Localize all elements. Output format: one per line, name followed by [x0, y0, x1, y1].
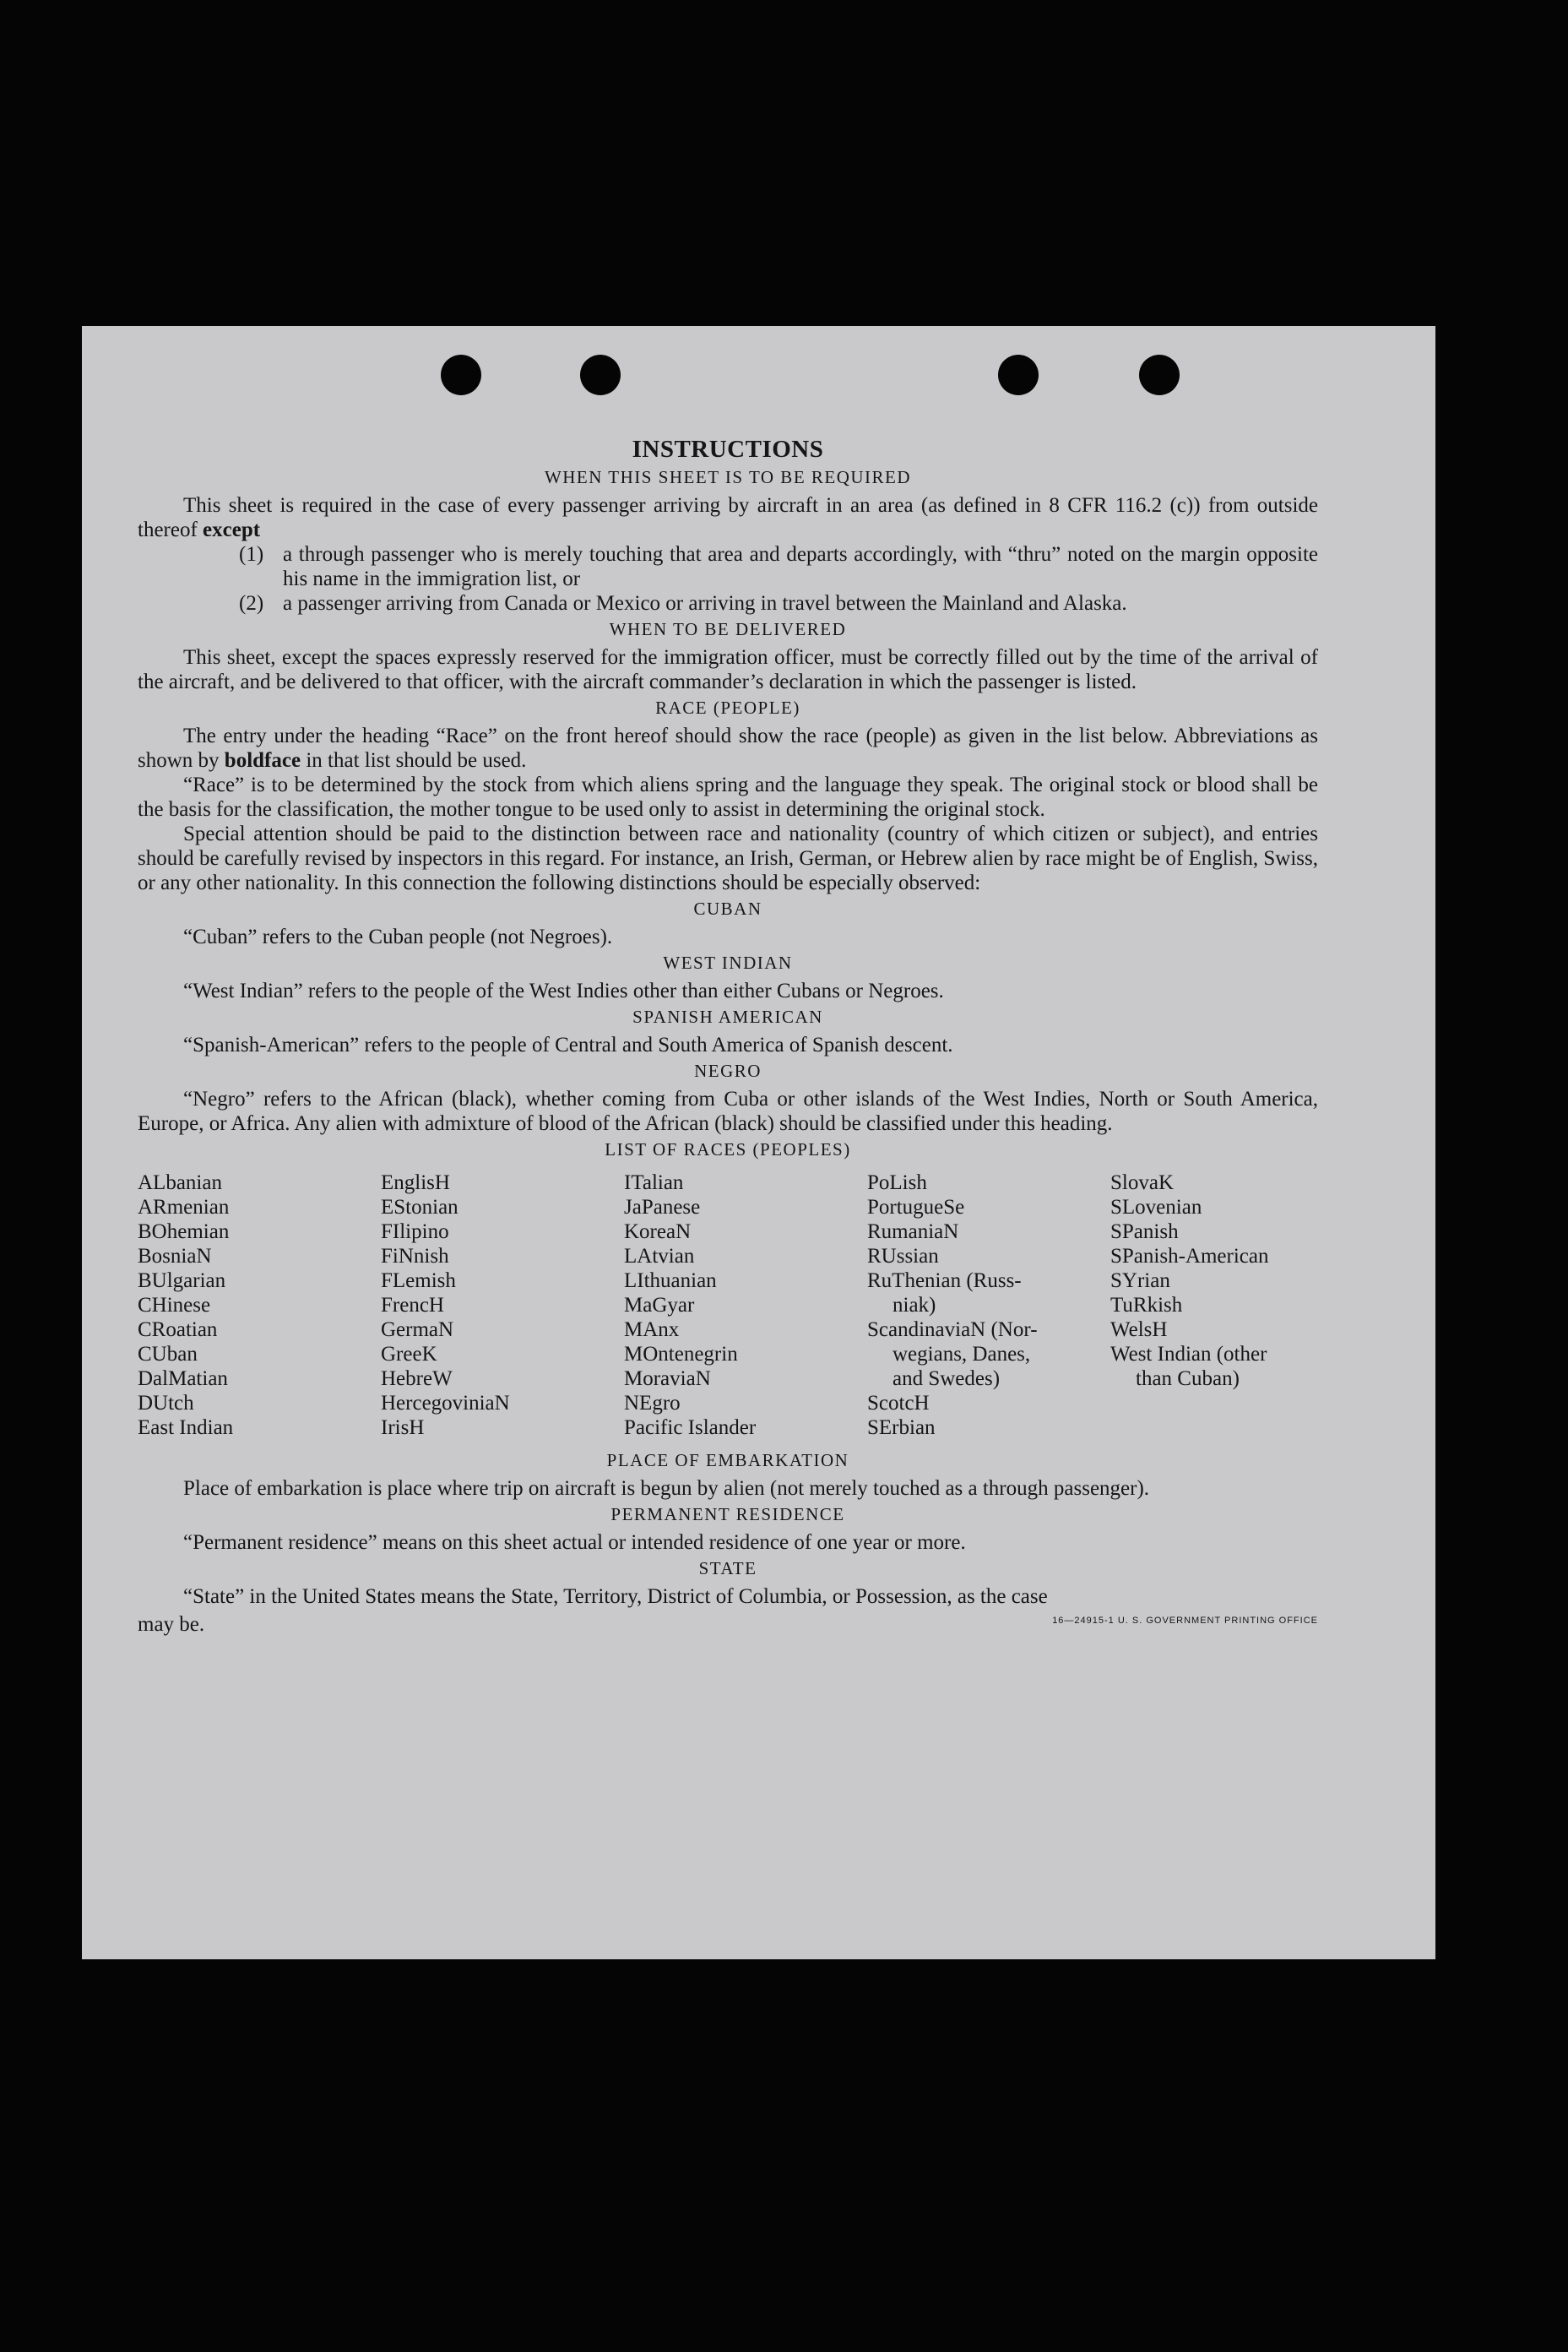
cuban-text: “Cuban” refers to the Cuban people (not Negroes). — [183, 926, 613, 948]
race-column — [381, 1171, 624, 1440]
exception-number: (2) — [239, 592, 264, 615]
when-delivered-text: This sheet, except the spaces expressly reserved for the immigration officer, must be correctly filled out by the time of the arrival of the aircraft, and be delivered to that officer, with the aircraft commander’s declaration in which the passenger is listed. — [138, 646, 1318, 693]
race-item: MoraviaN — [624, 1367, 711, 1390]
race-item: SPanish-American — [1110, 1245, 1269, 1268]
west-indian-text: “West Indian” refers to the people of the West Indies other than either Cubans or Negroes. — [183, 980, 944, 1002]
race-item: PortugueSe — [867, 1196, 965, 1219]
race-item: ARmenian — [138, 1196, 230, 1219]
race-paragraph-2: “Race” is to be determined by the stock from which aliens spring and the language they speak. The original stock or blood shall be the basis for the classification, the mother tongue to be used only to assist in determining the original stock. — [138, 774, 1318, 821]
race-item: GermaN — [381, 1318, 454, 1341]
race-item: West Indian (other — [1110, 1343, 1267, 1366]
race-item: IrisH — [381, 1416, 425, 1439]
embarkation-text: Place of embarkation is place where trip on aircraft is begun by alien (not merely touched as a through passenger). — [183, 1477, 1150, 1500]
race-item: GreeK — [381, 1343, 437, 1366]
section-heading-when-required: WHEN THIS SHEET IS TO BE REQUIRED — [544, 467, 912, 487]
race-item: EnglisH — [381, 1171, 450, 1194]
race-item: DalMatian — [138, 1367, 228, 1390]
race-item: than Cuban) — [1136, 1367, 1240, 1390]
punch-hole — [441, 355, 481, 395]
race-column — [867, 1171, 1110, 1440]
section-heading-cuban: CUBAN — [693, 899, 762, 919]
instruction-sheet — [82, 326, 1435, 1959]
race-item: FIlipino — [381, 1220, 449, 1243]
race-item: SLovenian — [1110, 1196, 1202, 1219]
race-item: East Indian — [138, 1416, 234, 1439]
race-item: and Swedes) — [893, 1367, 1001, 1390]
race-item: SlovaK — [1110, 1171, 1174, 1194]
race-item: ALbanian — [138, 1171, 222, 1194]
exception-text: a through passenger who is merely touching that area and departs accordingly, with “thru” noted on the margin opposite his name in the immigration list, or — [283, 543, 1318, 590]
exception-item — [138, 542, 1318, 591]
race-item: RumaniaN — [867, 1220, 959, 1243]
section-heading-embarkation: PLACE OF EMBARKATION — [606, 1450, 849, 1470]
race-item: CUban — [138, 1343, 198, 1366]
race-item: CRoatian — [138, 1318, 218, 1341]
race-item: BosniaN — [138, 1245, 212, 1268]
race-column — [624, 1171, 867, 1440]
race-item: CHinese — [138, 1294, 211, 1317]
race-item: RuThenian (Russ- — [867, 1269, 1022, 1292]
except-word: except — [203, 519, 261, 541]
race-item: Pacific Islander — [624, 1416, 757, 1439]
race-item: NEgro — [624, 1392, 681, 1415]
race-item: MaGyar — [624, 1294, 695, 1317]
race-item: TuRkish — [1110, 1294, 1183, 1317]
when-required-intro: This sheet is required in the case of every passenger arriving by aircraft in an area (as defined in 8 CFR 116.2 (c)) from outside thereof except — [138, 494, 1318, 541]
section-heading-west-indian: WEST INDIAN — [663, 953, 793, 973]
race-column — [1110, 1171, 1354, 1440]
race-item: WelsH — [1110, 1318, 1168, 1341]
instructions-content — [138, 437, 1318, 1637]
race-item: wegians, Danes, — [893, 1343, 1031, 1366]
section-heading-negro: NEGRO — [694, 1061, 762, 1081]
race-item: SYrian — [1110, 1269, 1170, 1292]
races-list — [138, 1171, 1318, 1440]
race-paragraph-3: Special attention should be paid to the distinction between race and nationality (country of which citizen or subject), and entries should be carefully revised by inspectors in this regard. For instance, an Irish, German, or Hebrew alien by race might be of English, Swiss, or any other nationality. In this connection the following distinctions should be especially observed: — [138, 823, 1318, 894]
race-item: FrencH — [381, 1294, 444, 1317]
section-heading-permanent-residence: PERMANENT RESIDENCE — [610, 1504, 845, 1524]
exception-item — [138, 591, 1318, 616]
race-paragraph-1: The entry under the heading “Race” on the front hereof should show the race (people) as given in the list below. Abbreviations as shown by boldface in that list should be used. — [138, 725, 1318, 772]
footer-row — [138, 1609, 1318, 1637]
punch-hole — [1139, 355, 1180, 395]
section-heading-state: STATE — [698, 1558, 757, 1578]
permanent-residence-text: “Permanent residence” means on this sheet actual or intended residence of one year or more. — [183, 1531, 966, 1554]
punch-hole — [580, 355, 621, 395]
race-item: HebreW — [381, 1367, 453, 1390]
race-item: ITalian — [624, 1171, 684, 1194]
page-title: INSTRUCTIONS — [632, 436, 824, 463]
race-item: FiNnish — [381, 1245, 449, 1268]
race-item: KoreaN — [624, 1220, 692, 1243]
race-item: LAtvian — [624, 1245, 695, 1268]
race-item: MOntenegrin — [624, 1343, 738, 1366]
race-item: DUtch — [138, 1392, 194, 1415]
race-item: BUlgarian — [138, 1269, 226, 1292]
section-heading-spanish-american: SPANISH AMERICAN — [632, 1007, 823, 1027]
exception-text: a passenger arriving from Canada or Mexico or arriving in travel between the Mainland and Alaska. — [283, 592, 1127, 615]
race-column — [138, 1171, 381, 1440]
race-item: FLemish — [381, 1269, 456, 1292]
section-heading-when-delivered: WHEN TO BE DELIVERED — [609, 619, 847, 639]
race-item: SPanish — [1110, 1220, 1179, 1243]
section-heading-race: RACE (PEOPLE) — [655, 698, 800, 718]
race-item: BOhemian — [138, 1220, 230, 1243]
spanish-american-text: “Spanish-American” refers to the people of Central and South America of Spanish descent. — [183, 1034, 953, 1056]
race-item: LIthuanian — [624, 1269, 717, 1292]
negro-text: “Negro” refers to the African (black), whether coming from Cuba or other islands of the West Indies, North or South America, Europe, or Africa. Any alien with admixture of blood of the African (black) should be classified under this heading. — [138, 1088, 1318, 1135]
race-item: ScotcH — [867, 1392, 930, 1415]
state-text-line-2: may be. — [138, 1613, 205, 1636]
race-item: niak) — [893, 1294, 936, 1317]
punch-hole — [998, 355, 1039, 395]
race-item: ScandinaviaN (Nor- — [867, 1318, 1038, 1341]
exception-number: (1) — [239, 543, 264, 566]
section-heading-list-of-races: LIST OF RACES (PEOPLES) — [605, 1139, 851, 1160]
state-text-line-1: “State” in the United States means the State, Territory, District of Columbia, or Possession, as the case — [183, 1585, 1048, 1608]
race-item: MAnx — [624, 1318, 680, 1341]
race-item: JaPanese — [624, 1196, 701, 1219]
race-item: PoLish — [867, 1171, 927, 1194]
race-item: EStonian — [381, 1196, 458, 1219]
print-code: 16—24915-1 U. S. GOVERNMENT PRINTING OFFICE — [1052, 1616, 1318, 1626]
race-item: RUssian — [867, 1245, 939, 1268]
race-item: HercegoviniaN — [381, 1392, 510, 1415]
race-item: SErbian — [867, 1416, 936, 1439]
